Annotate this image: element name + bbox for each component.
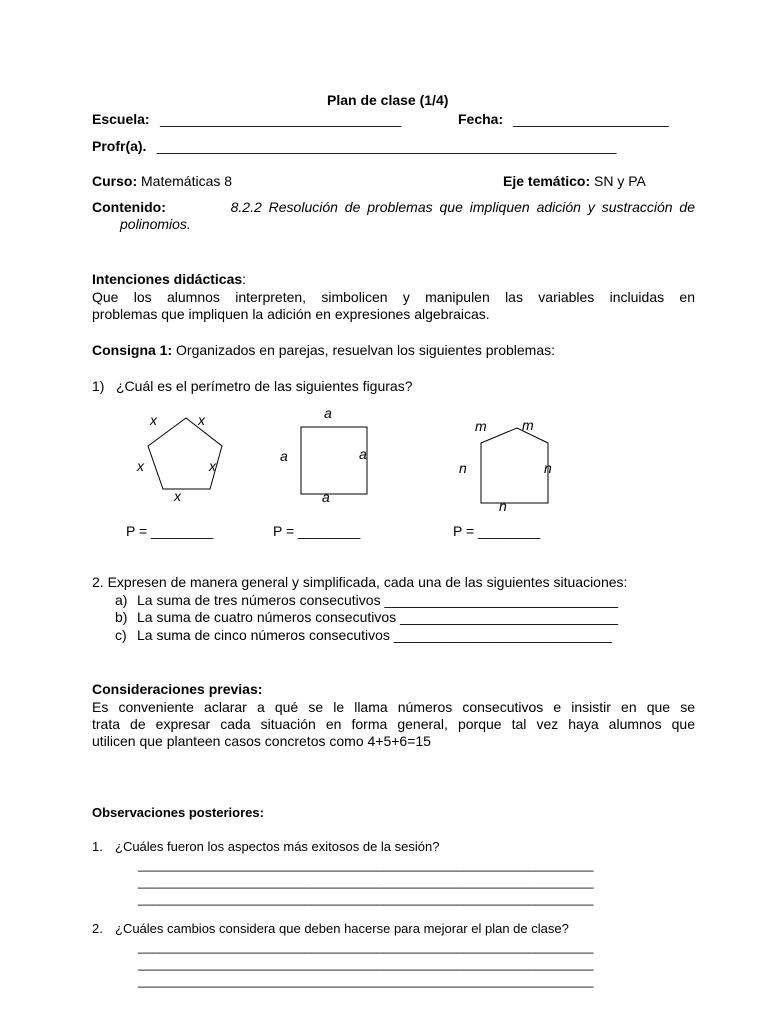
item-blank: ____________________________ xyxy=(400,609,619,625)
house-label-roof-right: m xyxy=(522,417,534,433)
consideraciones-line-2: trata de expresar cada situación en forma general, porque tal vez haya alumnos que xyxy=(92,716,695,732)
intenciones-line-2: problemas que impliquen la adición en expresiones algebraicas. xyxy=(92,306,490,322)
question-number: 2. xyxy=(92,921,103,936)
problem1-number: 1) xyxy=(92,378,105,394)
eje-value: SN y PA xyxy=(594,173,646,189)
pentagon-label-right: x xyxy=(209,458,216,474)
answer-line-2a: _______________________________________________________________ xyxy=(138,939,594,954)
square-label-top: a xyxy=(324,405,332,421)
escuela-label: Escuela: xyxy=(92,111,150,127)
pentagon-label-left: x xyxy=(137,458,144,474)
intenciones-line-1: Que los alumnos interpreten, simbolicen y manipulen las variables incluidas en xyxy=(92,289,695,305)
consigna-text: Organizados en parejas, resuelvan los siguientes problemas: xyxy=(176,342,556,358)
answer-line-2c: _______________________________________________________________ xyxy=(138,973,594,988)
escuela-blank: _______________________________ xyxy=(160,111,402,127)
consideraciones-line-3: utilicen que planteen casos concretos como 4+5+6=15 xyxy=(92,733,431,749)
contenido-text-2: polinomios. xyxy=(120,216,191,232)
question-text: ¿Cuáles cambios considera que deben hacerse para mejorar el plan de clase? xyxy=(115,921,569,936)
page-title: Plan de clase (1/4) xyxy=(327,92,449,108)
pentagon-shape xyxy=(148,418,222,489)
problem2-item-a xyxy=(115,592,618,609)
question-text: ¿Cuáles fueron los aspectos más exitosos de la sesión? xyxy=(115,839,440,854)
consideraciones-line-1: Es conveniente aclarar a qué se le llama números consecutivos e insistir en que se xyxy=(92,699,695,715)
house-label-bottom: n xyxy=(499,498,507,514)
pentagon-label-bottom: x xyxy=(174,488,181,504)
item-marker: a) xyxy=(115,592,128,608)
observacion-question-2 xyxy=(92,920,569,937)
answer-line-1b: _______________________________________________________________ xyxy=(138,874,594,889)
eje-label: Eje temático: xyxy=(503,173,591,189)
curso-label: Curso: xyxy=(92,173,138,189)
problem1-question: ¿Cuál es el perímetro de las siguientes figuras? xyxy=(116,378,413,394)
item-text: La suma de cinco números consecutivos xyxy=(137,627,390,643)
consideraciones-heading: Consideraciones previas: xyxy=(92,681,263,697)
item-blank: ______________________________ xyxy=(384,592,619,608)
question-number: 1. xyxy=(92,839,103,854)
item-text: La suma de tres números consecutivos xyxy=(137,592,381,608)
pentagon-label-top-right: x xyxy=(198,412,205,428)
square-label-right: a xyxy=(359,446,367,462)
perimeter-answer-3: P = ________ xyxy=(453,523,541,539)
profr-label: Profr(a). xyxy=(92,138,147,154)
perimeter-answer-2: P = ________ xyxy=(273,523,361,539)
answer-line-1a: _______________________________________________________________ xyxy=(138,857,594,872)
problem2-item-c xyxy=(115,627,612,644)
square-label-bottom: a xyxy=(322,489,330,505)
intenciones-colon: : xyxy=(242,271,247,287)
intenciones-heading-text: Intenciones didácticas xyxy=(92,271,243,287)
answer-line-2b: _______________________________________________________________ xyxy=(138,956,594,971)
observaciones-heading: Observaciones posteriores: xyxy=(92,805,264,820)
perimeter-answer-1: P = ________ xyxy=(126,523,214,539)
consigna-label: Consigna 1: xyxy=(92,342,173,358)
square-shape xyxy=(301,427,367,494)
item-text: La suma de cuatro números consecutivos xyxy=(137,609,397,625)
fecha-label: Fecha: xyxy=(458,111,504,127)
profr-blank: ___________________________________________________________ xyxy=(157,138,617,154)
house-label-roof-left: m xyxy=(475,418,487,434)
item-marker: c) xyxy=(115,627,127,643)
curso-value: Matemáticas 8 xyxy=(141,173,233,189)
contenido-label: Contenido: xyxy=(92,199,166,215)
house-shape xyxy=(481,428,548,503)
pentagon-label-top-left: x xyxy=(150,412,157,428)
contenido-text-1: 8.2.2 Resolución de problemas que impliquen adición y sustracción de xyxy=(230,199,695,215)
consideraciones-paragraph xyxy=(92,699,695,750)
house-label-left: n xyxy=(459,460,467,476)
problem2-intro: 2. Expresen de manera general y simplificada, cada una de las siguientes situaciones: xyxy=(92,574,628,590)
problem2-item-b xyxy=(115,609,618,626)
item-marker: b) xyxy=(115,609,128,625)
item-blank: ____________________________ xyxy=(393,627,612,643)
answer-line-1c: _______________________________________________________________ xyxy=(138,891,594,906)
observacion-question-1 xyxy=(92,838,439,855)
house-label-right: n xyxy=(544,460,552,476)
square-label-left: a xyxy=(280,448,288,464)
fecha-blank: ____________________ xyxy=(513,111,669,127)
